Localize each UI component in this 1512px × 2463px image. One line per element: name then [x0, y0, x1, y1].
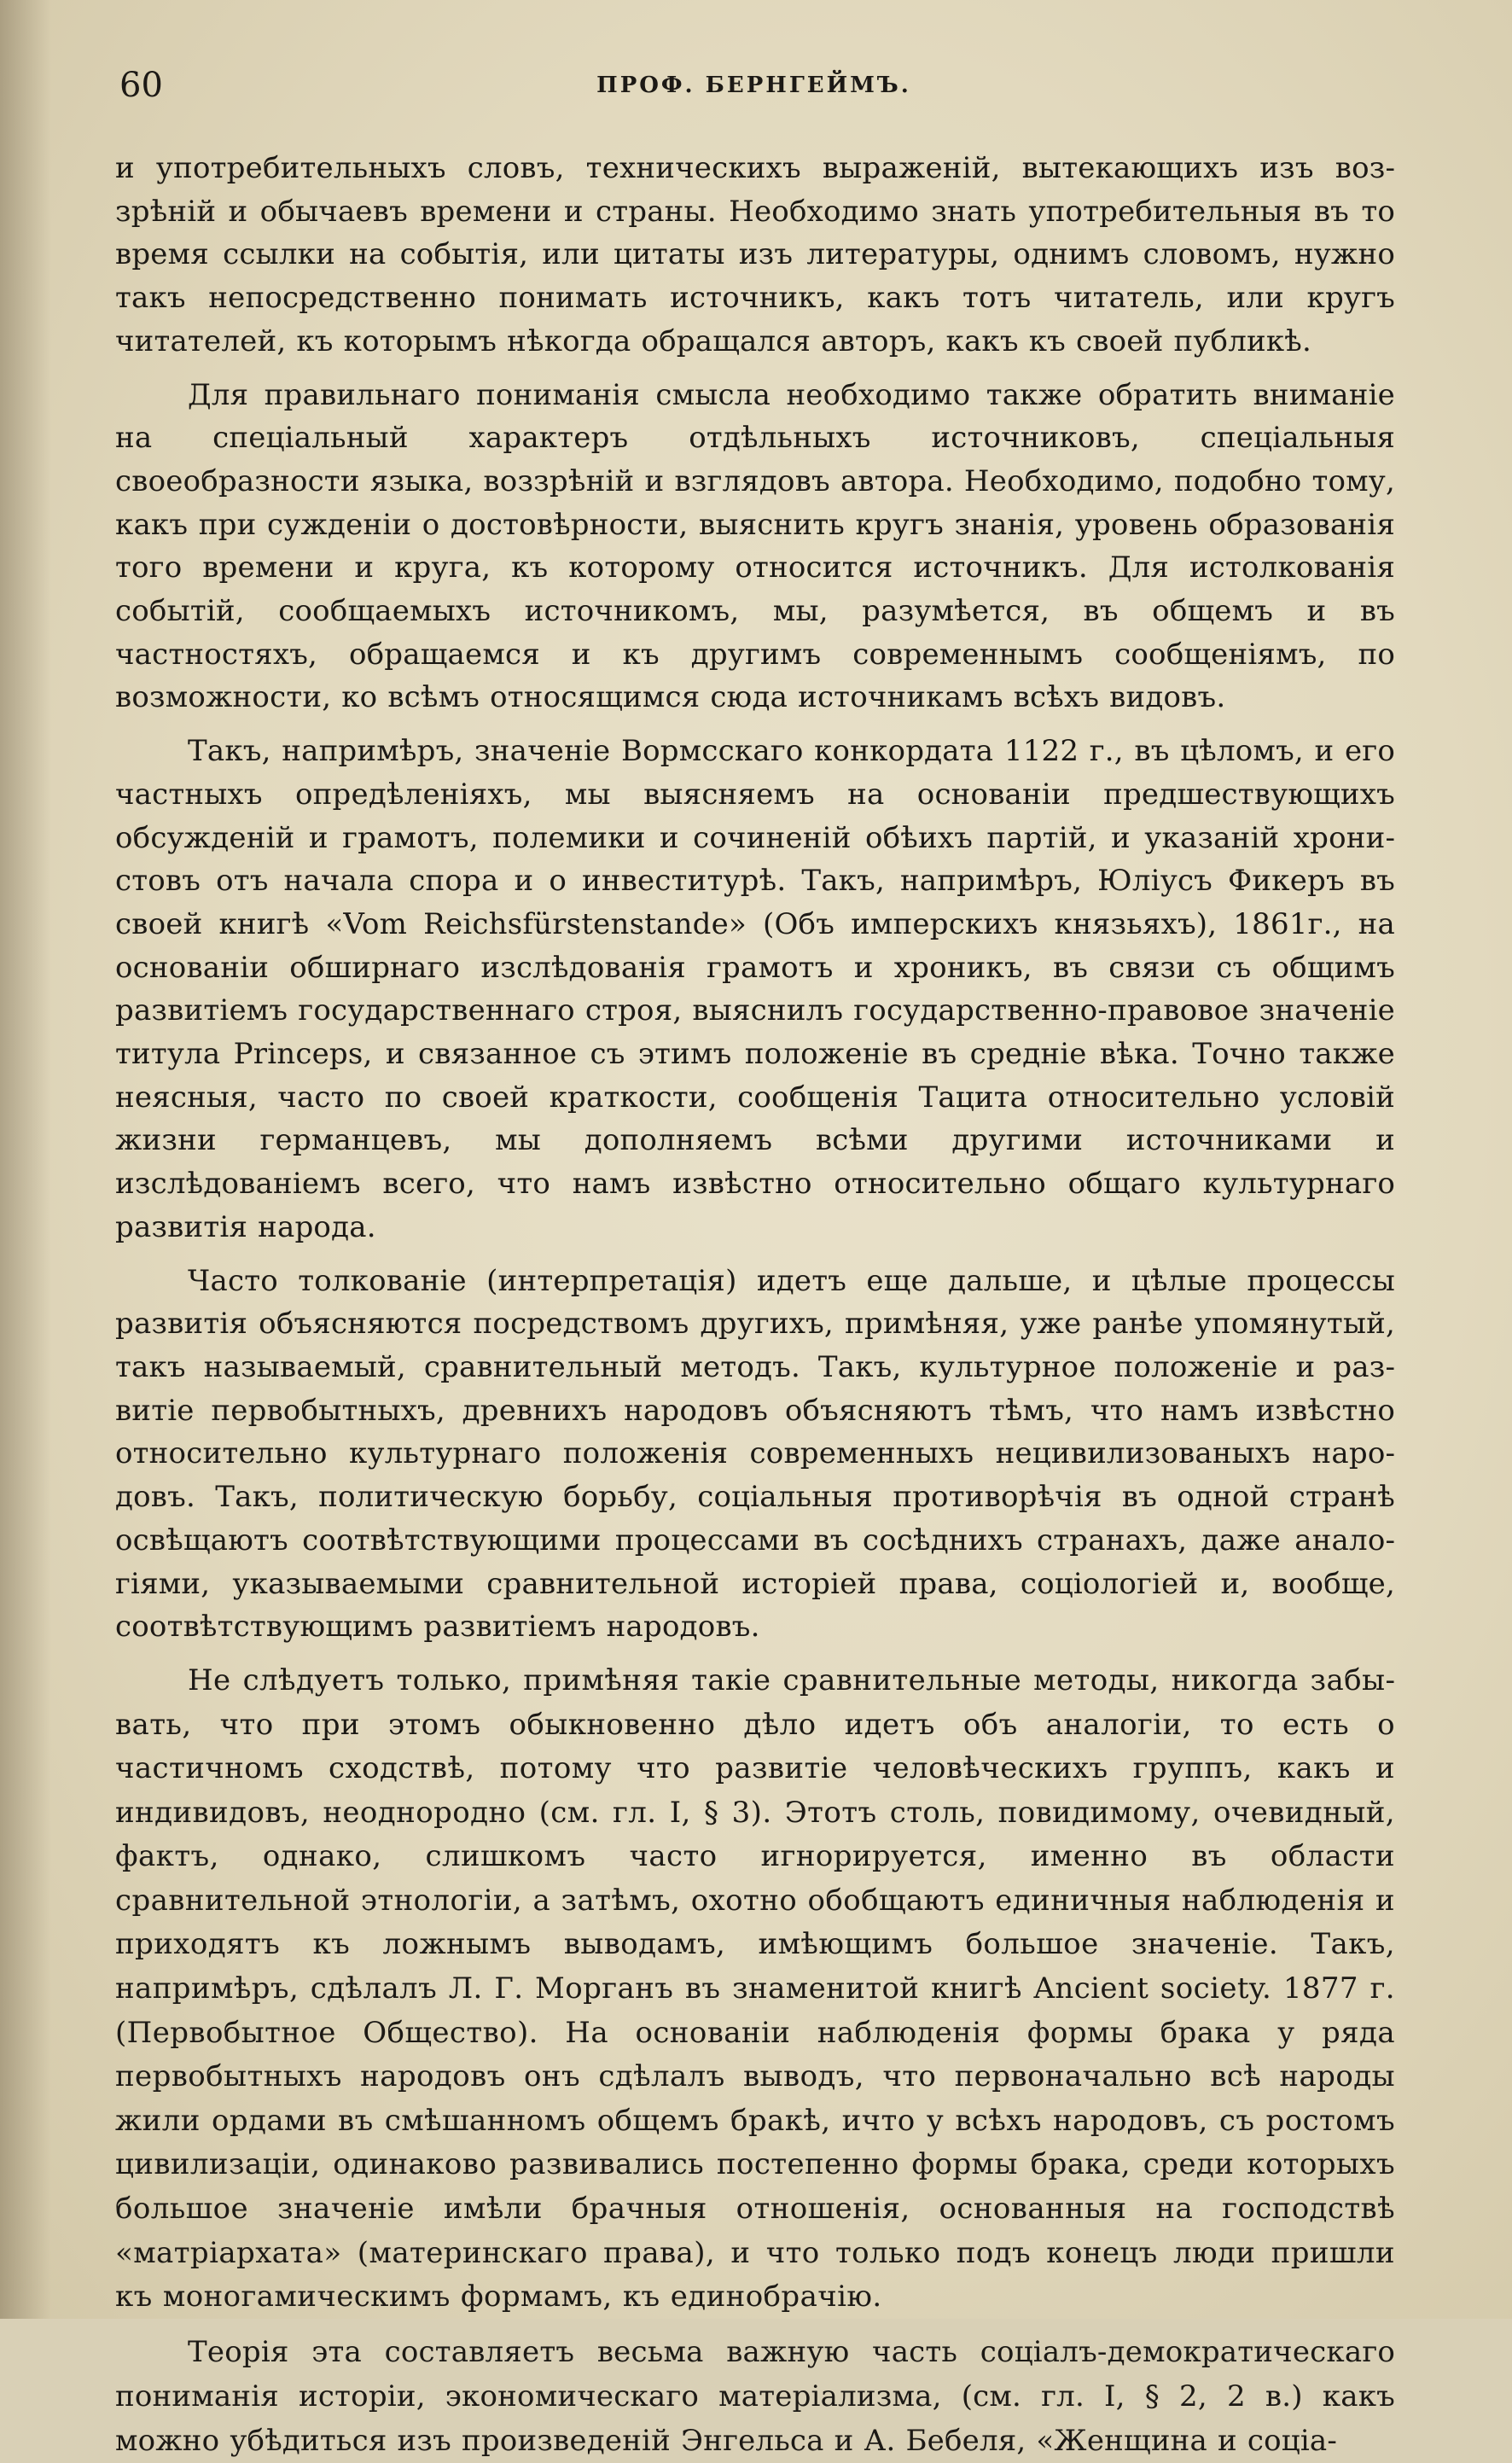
paragraph: Часто толкованіе (интерпретація) идетъ еще дальше, и цѣлые процессы развитія объясняются посредствомъ другихъ, примѣняя, уже ранѣе упомянутый, такъ называемый, сравнительный методъ. Такъ, культурное положеніе и развитіе первобытныхъ, древнихъ народовъ объясняютъ тѣмъ, что намъ извѣстно относительно культурнаго положенія современныхъ нецивилизованыхъ народовъ. Такъ, политическую борьбу, соціальныя противорѣчія въ одной странѣ освѣщаютъ соотвѣтствующими процессами въ сосѣднихъ странахъ, даже аналогіями, указываемыми сравнительной исторіей права, соціологіей и, вообще, соотвѣтствующимъ развитіемъ народовъ.: [115, 1263, 1395, 1645]
page-number: 60: [119, 66, 163, 105]
paragraph: Для правильнаго пониманія смысла необходимо также обратить вниманіе на спеціальный характеръ отдѣльныхъ источниковъ, спеціальныя своеобразности языка, воззрѣній и взглядовъ автора. Необходимо, подобно тому, какъ при сужденіи о достовѣрности, выяснить кругъ знанія, уровень образованія того времени и круга, къ которому относится источникъ. Для истолкованія событій, сообщаемыхъ источникомъ, мы, разумѣется, въ общемъ и въ частностяхъ, обращаемся и къ другимъ современнымъ сообщеніямъ, по возможности, ко всѣмъ относящимся сюда источникамъ всѣхъ видовъ.: [115, 377, 1395, 715]
paragraph-continuation: и употребительныхъ словъ, техническихъ выраженій, вытекающихъ изъ воззрѣній и обычаевъ времени и страны. Необходимо знать употребительныя въ то время ссылки на событія, или цитаты изъ литературы, однимъ словомъ, нужно такъ непосредственно понимать источникъ, какъ тотъ читатель, или кругъ читателей, къ которымъ нѣкогда обращался авторъ, какъ къ своей публикѣ.: [115, 151, 1395, 358]
running-title: ПРОФ. БЕРНГЕЙМЪ.: [596, 73, 911, 98]
page-header: [115, 60, 1393, 111]
paragraph: Не слѣдуетъ только, примѣняя такіе сравнительные методы, никогда забывать, что при этомъ обыкновенно дѣло идетъ объ аналогіи, то есть о частичномъ сходствѣ, потому что развитіе человѣческихъ группъ, какъ и индивидовъ, неоднородно (см. гл. I, § 3). Этотъ столь, повидимому, очевидный, фактъ, однако, слишкомъ часто игнорируется, именно въ области сравнительной этнологіи, а затѣмъ, охотно обобщаютъ единичныя наблюденія и приходятъ къ ложнымъ выводамъ, имѣющимъ большое значеніе. Такъ, напримѣръ, сдѣлалъ Л. Г. Морганъ въ знаменитой книгѣ Ancient society. 1877 г. (Первобытное Общество). На основаніи наблюденія формы брака у ряда первобытныхъ народовъ онъ сдѣлалъ выводъ, что первоначально всѣ народы жили ордами въ смѣшанномъ общемъ бракѣ, ичто у всѣхъ народовъ, съ ростомъ цивилизаціи, одинаково развивались постепенно формы брака, среди которыхъ большое значеніе имѣли брачныя отношенія, основанныя на господствѣ «матріархата» (материнскаго права), и что только подъ конецъ люди пришли къ моногамическимъ формамъ, къ единобрачію.: [115, 1662, 1395, 2315]
paragraph-continued-next-page: Теорія эта составляетъ весьма важную часть соціалъ-демократическаго пониманія исторіи, экономическаго матеріализма, (см. гл. I, § 2, 2 в.) какъ можно убѣдиться изъ произведеній Энгельса и А. Бебеля, «Женщина и соціа-: [115, 2334, 1395, 2459]
page-body: [115, 147, 1395, 2463]
paragraph: Такъ, напримѣръ, значеніе Вормсскаго конкордата 1122 г., въ цѣломъ, и его частныхъ опредѣленіяхъ, мы выясняемъ на основаніи предшествующихъ обсужденій и грамотъ, полемики и сочиненій обѣихъ партій, и указаній хронистовъ отъ начала спора и о инвеститурѣ. Такъ, напримѣръ, Юліусъ Фикеръ въ своей книгѣ «Vom Reichsfürstenstande» (Объ имперскихъ князьяхъ), 1861г., на основаніи обширнаго изслѣдованія грамотъ и хроникъ, въ связи съ общимъ развитіемъ государственнаго строя, выяснилъ государственно-правовое значеніе титула Princeps, и связанное съ этимъ положеніе въ средніе вѣка. Точно также неясныя, часто по своей краткости, сообщенія Тацита относительно условій жизни германцевъ, мы дополняемъ всѣми другими источниками и изслѣдованіемъ всего, что намъ извѣстно относительно общаго культурнаго развитія народа.: [115, 734, 1395, 1244]
